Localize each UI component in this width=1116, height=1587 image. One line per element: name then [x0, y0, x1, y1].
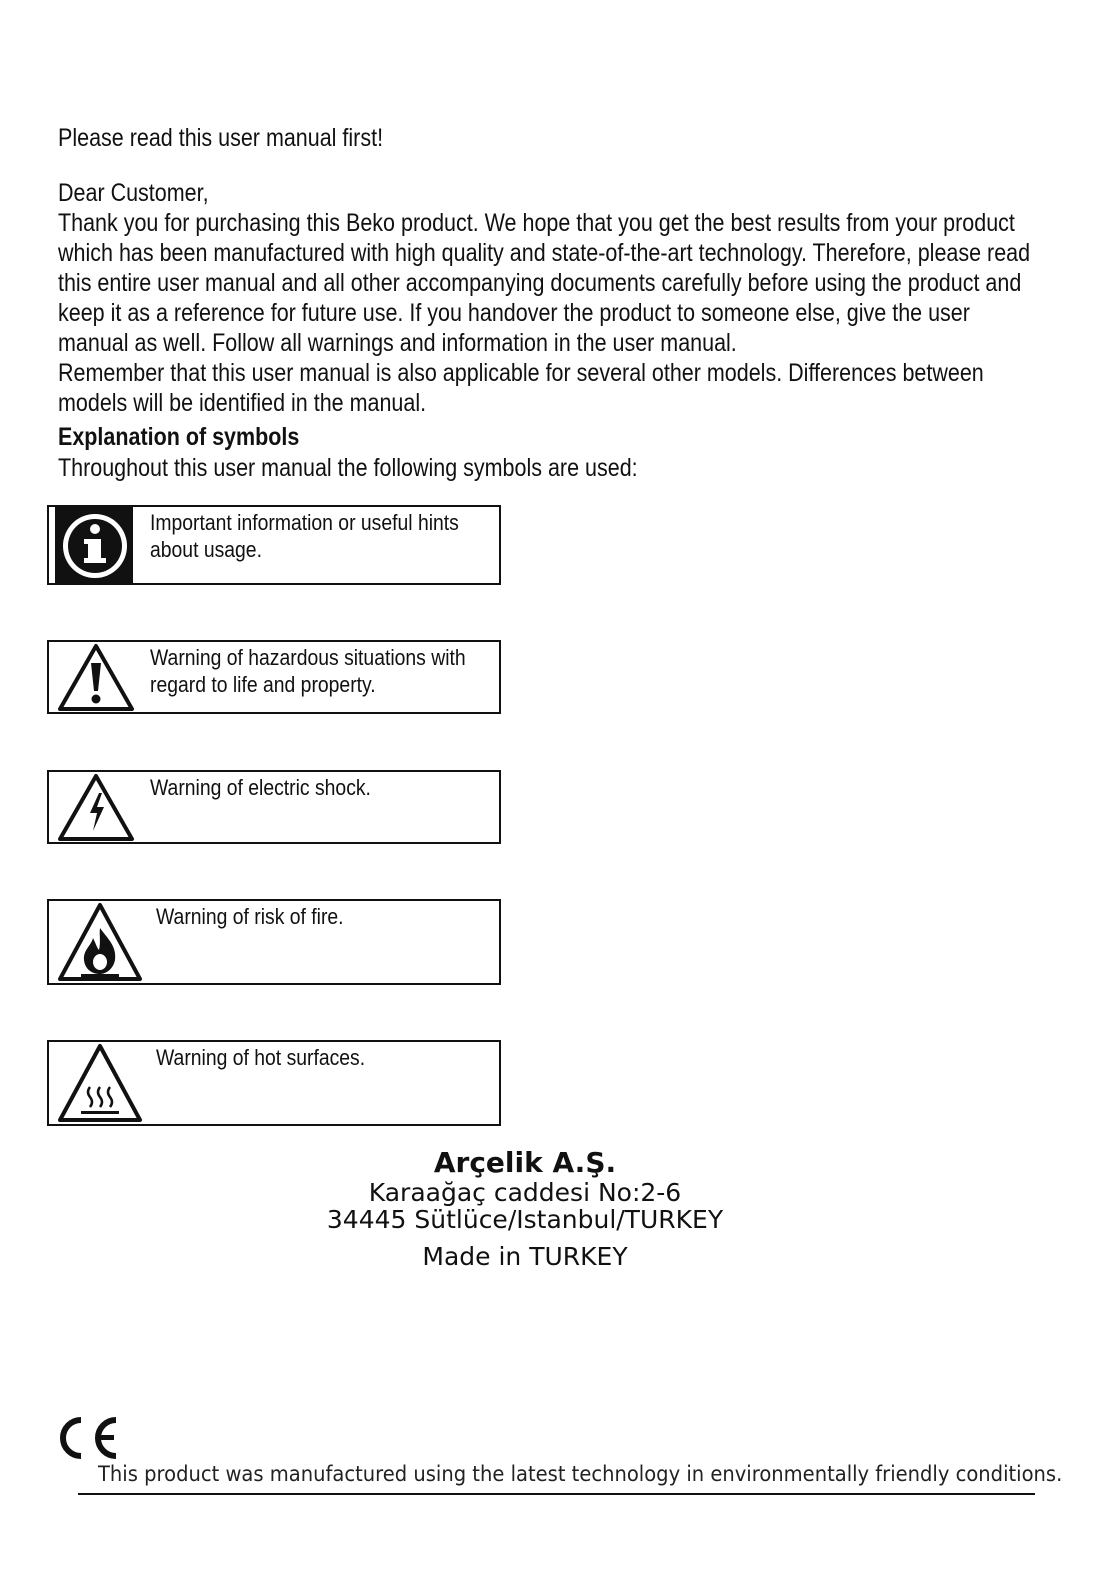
greeting: Dear Customer,	[58, 179, 209, 207]
ce-mark-icon	[54, 1414, 124, 1467]
intro-paragraph-2: Remember that this user manual is also applicable for several other models. Differences between models will be identified in the manual.	[58, 359, 984, 417]
footer-divider	[78, 1493, 1035, 1495]
symbol-text-fire: Warning of risk of fire.	[156, 904, 344, 929]
symbol-box-fire	[47, 899, 501, 985]
company-name: Arçelik A.Ş.	[433, 1146, 617, 1179]
symbol-text-hot-surface: Warning of hot surfaces.	[156, 1045, 366, 1070]
made-in-label: Made in TURKEY	[422, 1242, 628, 1271]
symbol-box-electric	[47, 770, 501, 844]
symbol-text-electric: Warning of electric shock.	[150, 775, 371, 800]
electric-shock-icon	[57, 773, 135, 846]
symbols-intro: Throughout this user manual the following symbols are used:	[58, 454, 638, 482]
info-icon	[55, 507, 133, 588]
fire-risk-icon	[57, 902, 143, 987]
symbol-text-hazard: Warning of hazardous situations with regard to life and property.	[150, 645, 466, 697]
intro-section	[58, 178, 1043, 483]
hot-surface-icon	[57, 1043, 143, 1128]
symbol-box-hot-surface	[47, 1040, 501, 1126]
symbol-text-info: Important information or useful hints about usage.	[150, 510, 459, 562]
footer-text: This product was manufactured using the latest technology in environmentally friendly conditions.	[98, 1462, 1063, 1486]
intro-paragraph-1: Thank you for purchasing this Beko product. We hope that you get the best results from your product which has been manufactured with high quality and state-of-the-art technology. Therefore, please read this entire user manual and all other accompanying documents carefully before using the product and keep it as a reference for future use. If you handover the product to someone else, give the user manual as well. Follow all warnings and information in the user manual.	[58, 209, 1031, 357]
company-address-line1: Karaağaç caddesi No:2-6	[368, 1178, 682, 1207]
symbols-title: Explanation of symbols	[58, 423, 300, 451]
hazard-warning-icon	[57, 643, 135, 716]
symbol-box-info	[47, 505, 501, 585]
company-address-line2: 34445 Sütlüce/Istanbul/TURKEY	[326, 1205, 724, 1234]
symbol-box-hazard	[47, 640, 501, 714]
page-heading: Please read this user manual first!	[58, 124, 384, 152]
